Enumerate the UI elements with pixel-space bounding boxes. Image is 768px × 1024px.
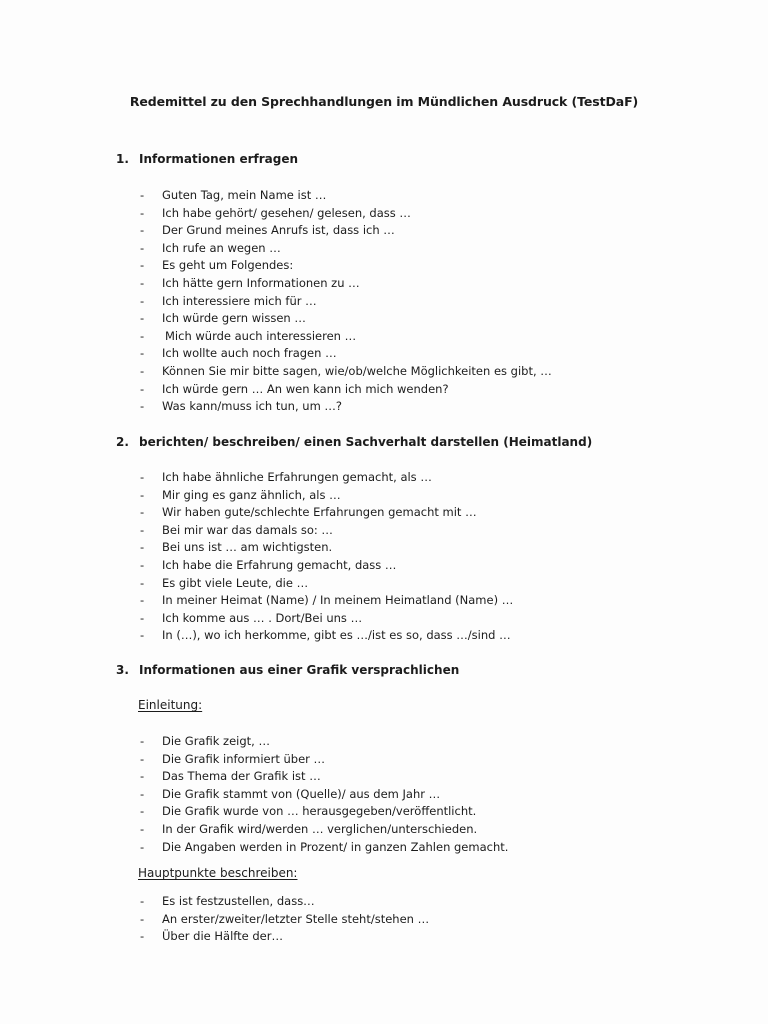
list-item xyxy=(140,893,429,911)
bullet-dash: - xyxy=(140,258,145,273)
list-item xyxy=(140,592,513,610)
bullet-dash: - xyxy=(140,610,145,625)
bullet-dash: - xyxy=(140,205,145,220)
bullet-dash: - xyxy=(140,540,145,555)
list-item-text: Können Sie mir bitte sagen, wie/ob/welche Möglichkeiten es gibt, … xyxy=(162,363,552,378)
list-item xyxy=(140,627,513,645)
list-item xyxy=(140,610,513,628)
list-item-text: Es geht um Folgendes: xyxy=(162,258,294,273)
list-item xyxy=(140,768,508,786)
list-item-text: Der Grund meines Anrufs ist, dass ich … xyxy=(162,223,395,238)
list-item-text: Die Angaben werden in Prozent/ in ganzen Zahlen gemacht. xyxy=(162,839,509,854)
section-3-heading xyxy=(116,663,459,677)
bullet-dash: - xyxy=(140,786,145,801)
list-item xyxy=(140,381,552,399)
list-item xyxy=(140,557,513,575)
bullet-dash: - xyxy=(140,894,145,908)
bullet-dash: - xyxy=(140,821,145,836)
list-item xyxy=(140,275,552,293)
hauptpunkte-list xyxy=(140,893,429,946)
list-item-text: Es gibt viele Leute, die … xyxy=(162,575,309,590)
bullet-dash: - xyxy=(140,311,145,326)
bullet-dash: - xyxy=(140,557,145,572)
list-item xyxy=(140,257,552,275)
list-item-text: Das Thema der Grafik ist … xyxy=(162,769,321,784)
bullet-dash: - xyxy=(140,911,145,926)
list-item xyxy=(140,539,513,557)
bullet-dash: - xyxy=(140,470,145,484)
list-item-text: Ich würde gern … An wen kann ich mich wenden? xyxy=(162,381,449,396)
list-item-text: Ich wollte auch noch fragen … xyxy=(162,346,337,361)
list-item xyxy=(140,522,513,540)
list-item-text: Die Grafik stammt von (Quelle)/ aus dem Jahr … xyxy=(162,786,441,801)
einleitung-list xyxy=(140,733,508,856)
bullet-dash: - xyxy=(140,804,145,819)
list-item-text: Mich würde auch interessieren … xyxy=(165,328,357,343)
list-item xyxy=(140,310,552,328)
section-2-list xyxy=(140,469,513,645)
list-item-text: In (…), wo ich herkomme, gibt es …/ist es so, dass …/sind … xyxy=(162,628,511,643)
bullet-dash: - xyxy=(140,346,145,361)
list-item xyxy=(140,821,508,839)
list-item-text: Ich komme aus … . Dort/Bei uns … xyxy=(162,610,363,625)
list-item xyxy=(140,928,429,946)
bullet-dash: - xyxy=(140,293,145,308)
bullet-dash: - xyxy=(140,575,145,590)
section-number: 3. xyxy=(116,663,129,677)
list-item-text: In der Grafik wird/werden … verglichen/unterschieden. xyxy=(162,821,478,836)
bullet-dash: - xyxy=(140,628,145,643)
bullet-dash: - xyxy=(140,487,145,502)
list-item-text: Mir ging es ganz ähnlich, als … xyxy=(162,487,341,502)
list-item xyxy=(140,398,552,416)
list-item xyxy=(140,839,508,857)
list-item xyxy=(140,205,552,223)
list-item-text: Bei mir war das damals so: … xyxy=(162,522,333,537)
bullet-dash: - xyxy=(140,593,145,608)
list-item-text: Ich habe die Erfahrung gemacht, dass … xyxy=(162,557,397,572)
bullet-dash: - xyxy=(140,188,145,202)
bullet-dash: - xyxy=(140,223,145,238)
bullet-dash: - xyxy=(140,522,145,537)
list-item-text: Ich rufe an wegen … xyxy=(162,240,281,255)
list-item-text: Die Grafik informiert über … xyxy=(162,751,326,766)
list-item-text: Ich würde gern wissen … xyxy=(162,311,306,326)
list-item-text: Über die Hälfte der… xyxy=(162,929,283,944)
bullet-dash: - xyxy=(140,328,145,343)
subheading-hauptpunkte: Hauptpunkte beschreiben: xyxy=(138,866,298,880)
list-item-text: An erster/zweiter/letzter Stelle steht/stehen … xyxy=(162,911,430,926)
list-item xyxy=(140,487,513,505)
list-item xyxy=(140,803,508,821)
list-item-text: Es ist festzustellen, dass… xyxy=(162,894,315,908)
bullet-dash: - xyxy=(140,363,145,378)
section-number: 1. xyxy=(116,152,129,166)
list-item xyxy=(140,363,552,381)
list-item-text: In meiner Heimat (Name) / In meinem Heimatland (Name) … xyxy=(162,593,514,608)
list-item-text: Ich hätte gern Informationen zu … xyxy=(162,275,360,290)
section-title: Informationen aus einer Grafik versprachlichen xyxy=(139,663,460,677)
list-item xyxy=(140,751,508,769)
list-item xyxy=(140,240,552,258)
list-item xyxy=(140,575,513,593)
list-item-text: Was kann/muss ich tun, um …? xyxy=(162,399,343,414)
list-item-text: Die Grafik wurde von … herausgegeben/veröffentlicht. xyxy=(162,804,477,819)
list-item xyxy=(140,786,508,804)
section-title: berichten/ beschreiben/ einen Sachverhalt darstellen (Heimatland) xyxy=(139,435,593,449)
list-item xyxy=(140,328,552,346)
list-item xyxy=(140,504,513,522)
section-title: Informationen erfragen xyxy=(139,152,299,166)
bullet-dash: - xyxy=(140,751,145,766)
list-item xyxy=(140,222,552,240)
list-item xyxy=(140,469,513,487)
list-item xyxy=(140,345,552,363)
bullet-dash: - xyxy=(140,240,145,255)
section-1-heading xyxy=(116,152,298,166)
list-item-text: Ich habe ähnliche Erfahrungen gemacht, als … xyxy=(162,470,432,484)
list-item xyxy=(140,911,429,929)
bullet-dash: - xyxy=(140,275,145,290)
bullet-dash: - xyxy=(140,505,145,520)
list-item xyxy=(140,733,508,751)
document-title: Redemittel zu den Sprechhandlungen im Mündlichen Ausdruck (TestDaF) xyxy=(129,94,639,109)
bullet-dash: - xyxy=(140,399,145,414)
list-item-text: Ich habe gehört/ gesehen/ gelesen, dass … xyxy=(162,205,411,220)
subheading-einleitung: Einleitung: xyxy=(138,698,203,712)
list-item-text: Die Grafik zeigt, … xyxy=(162,734,270,748)
section-2-heading xyxy=(116,435,592,449)
bullet-dash: - xyxy=(140,839,145,854)
bullet-dash: - xyxy=(140,381,145,396)
list-item-text: Bei uns ist … am wichtigsten. xyxy=(162,540,333,555)
list-item xyxy=(140,293,552,311)
bullet-dash: - xyxy=(140,734,145,748)
bullet-dash: - xyxy=(140,769,145,784)
bullet-dash: - xyxy=(140,929,145,944)
list-item-text: Ich interessiere mich für … xyxy=(162,293,317,308)
list-item-text: Wir haben gute/schlechte Erfahrungen gemacht mit … xyxy=(162,505,477,520)
list-item xyxy=(140,187,552,205)
section-1-list xyxy=(140,187,552,416)
list-item-text: Guten Tag, mein Name ist … xyxy=(162,188,327,202)
section-number: 2. xyxy=(116,435,129,449)
